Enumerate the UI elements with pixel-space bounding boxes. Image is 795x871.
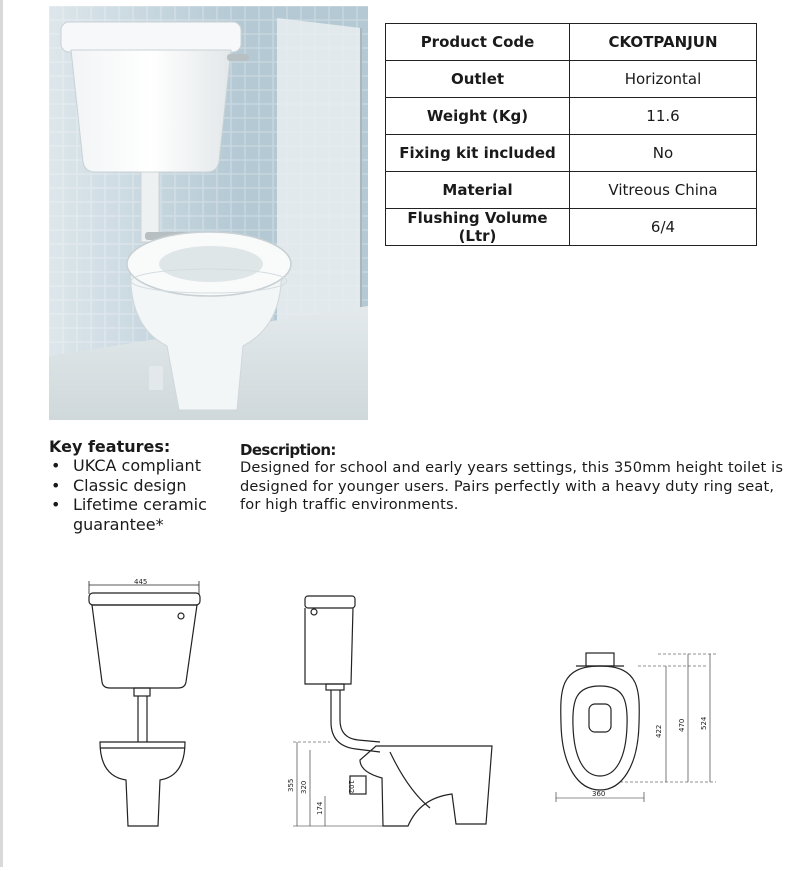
- description: [240, 441, 785, 515]
- dim-360: 360: [592, 790, 606, 798]
- spec-row: [386, 98, 757, 135]
- spec-label: Outlet: [386, 61, 570, 98]
- dim-470: 470: [678, 718, 686, 732]
- dim-355: 355: [287, 778, 295, 792]
- spec-row: [386, 24, 757, 61]
- spec-value: No: [570, 135, 757, 172]
- description-text: Designed for school and early years settings, this 350mm height toilet is designed for younger users. Pairs perfectly with a heavy duty ring seat, for high traffic environments.: [240, 459, 784, 513]
- dim-422: 422: [655, 724, 663, 738]
- key-features-heading: Key features:: [49, 437, 171, 456]
- product-photo: [49, 6, 368, 420]
- technical-drawings: [0, 560, 795, 867]
- feature-item: • UKCA compliant: [49, 456, 229, 476]
- spec-value: Vitreous China: [570, 172, 757, 209]
- spec-label: Fixing kit included: [386, 135, 570, 172]
- dim-320: 320: [300, 780, 308, 794]
- feature-item: • Classic design: [49, 476, 229, 496]
- spec-row: [386, 209, 757, 246]
- spec-label: Flushing Volume (Ltr): [386, 209, 570, 246]
- dim-524: 524: [700, 716, 708, 730]
- key-features: [49, 437, 229, 534]
- spec-label: Material: [386, 172, 570, 209]
- spec-row: [386, 61, 757, 98]
- description-heading: Description:: [240, 441, 336, 459]
- spec-label: Weight (Kg): [386, 98, 570, 135]
- spec-row: [386, 172, 757, 209]
- spec-value: CKOTPANJUN: [570, 24, 757, 61]
- key-features-list: [49, 456, 229, 534]
- spec-value: Horizontal: [570, 61, 757, 98]
- spec-table: [385, 23, 757, 246]
- spec-label: Product Code: [386, 24, 570, 61]
- spec-row: [386, 135, 757, 172]
- spec-value: 11.6: [570, 98, 757, 135]
- front-elevation-drawing: [89, 578, 200, 826]
- feature-item: • Lifetime ceramic guarantee*: [49, 495, 229, 534]
- dim-102: 102: [347, 780, 355, 794]
- plan-view-drawing: [556, 653, 716, 802]
- side-elevation-drawing: [287, 596, 492, 826]
- dim-174: 174: [316, 801, 324, 815]
- spec-value: 6/4: [570, 209, 757, 246]
- dim-445: 445: [134, 578, 148, 586]
